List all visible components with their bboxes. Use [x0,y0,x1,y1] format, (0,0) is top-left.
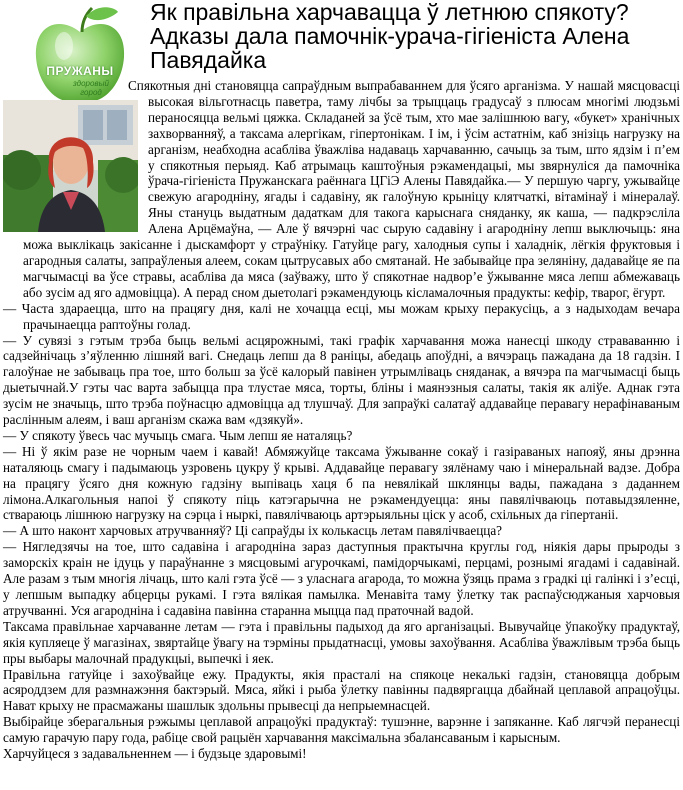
image-float-spacer [3,78,148,230]
body-paragraph: — А што наконт харчовых атручванняў? Ці сапраўды іх колькасць летам павялічваецца? [3,523,503,539]
body-paragraph: Харчуйцеся з задавальненнем — і будзьце здаровымі! [3,746,307,762]
body-paragraph: Таксама правільнае харчаванне летам — гэта і правільны падыход да яго арганізацыі. Вывучайце ўпакоўку прадуктаў, якія купляеце ў магазінах, звяртайце ўвагу на тэрміны прыдатнасці, умовы захоўвання. Асабліва ўважлівым трэба быць пры выбары малочнай прадукцыі, выпечкі і яек. [3,618,680,666]
body-paragraph: — У спякоту ўвесь час мучыць смага. Чым лепш яе наталяць? [3,427,353,443]
body-paragraph: Правільна гатуйце і захоўвайце ежу. Прадукты, якія прасталі на спякоце некалькі гадзін, становяцца добрым асяроддзем для размнажэння бактэрый. Мяса, яйкі і рыба ўлетку павінны падвяргацца дбайнай цеплавой апрацоўцы. Нават крыху не прасмажаны шашлык здольны прывесці да непрыемнасцей. [3,666,680,714]
body-paragraph: — Ні ў якім разе не чорным чаем і кавай! Абмяжуйце таксама ўжыванне сокаў і газіраваных напояў, яны дрэнна наталяюць смагу і падымаюць узровень цукру ў крыві. Аддавайце перавагу зялёнаму чаю і мінеральнай вадзе. Добра на працягу ўсяго дня кожную гадзіну выпіваць хаця б па невялікай шклянцы вады, пажадана з даданнем лімона.Алкагольныя напоі ў спякоту піць катэгарычна не рэкамендуецца: яны павялічваюць потавыдзяленне, ствараюць лішнюю нагрузку на сэрца і ныркі, павялічваюць артэрыяльны ціск у асоб, схільных да гіпертаніі. [3,443,680,523]
intro-lead: Спякотныя дні становяцца сапраўдным выпрабаваннем для ўсяго арганізма. У нашай [128,78,614,93]
body-paragraph: — У сувязі з гэтым трэба быць вельмі асцярожнымі, такі графік харчавання можа нанесці шкоду страваванню і садзейнічаць з’яўленню лішняй вагі. Снедаць лепш да 8 раніцы, абедаць апоўдні, а вячэраць пажадана да 18 гадзін. І галоўнае не забываць пра тое, што больш за ўсё калорый павінен утрымліваць сняданак, а вячэра па магчымасці быць дыетычнай.У гэты час варта забыцца пра тлустае мяса, торты, бліны і маянэзныя салаты, такія як аліўе. Аднак гэта зусім не значыць, што трэба поўнасцю адмовіцца ад тлушчаў. Для запраўкі салатаў аддавайце перавагу нерафінаваным раслінным алеям, і ваш арганізм скажа вам «дзякуй». [3,332,680,428]
article-body [3,78,680,762]
logo-subtitle-word2: город [80,88,102,97]
body-paragraph: Выбірайце зберагальныя рэжымы цеплавой апрацоўкі прадуктаў: тушэнне, варэнне і запяканне. Каб лягчэй перанесці самую гарачую пару года, рабіце свой рацыён харчавання максімальна збалансаваным і карысным. [3,714,680,746]
intro-rest: мясцовасці высокая вільготнасць паветра, таму лічбы за трыццаць градусаў з плюсам многімі людзьмі пераносяцца вельмі цяжка. Складаней за ўсё тым, хто мае залішнюю вагу, «букет» хранічных захворванняў, а таксама алергікам, гіпертонікам. І ім, і ўсім астатнім, каб знізіць нагрузку на арганізм, неабходна асабліва ўважліва надаваць харчаванню, сачыць за тым, што ядзім і п’ем у спякотныя перыяд. Каб атрымаць каштоўныя рэкамендацыі, мы звярнуліся да памочніка ўрача-гігіеніста Пружанскага раённага ЦГіЭ Алены Павядайка.— У першую чаргу, ужывайце свежую агародніну, ягады і садавіну, як галоўную крыніцу клятчаткі, вітамінаў і мінералаў. Яны стануць выдатным дадаткам для такога карыснага сняданку, як каша, — падкрэсліла Алена Арцёмаўна, — Але ў вячэрні час сырую садавіну і агародніну лепш выключыць: яна можа выклікаць закісанне і дыскамфорт у страўніку. Гатуйце рагу, халодныя супы і халаднік, лёгкія фруктовыя і агародныя салаты, запраўленыя алеем, сокам цытрусавых або смятанай. Не забывайце пра зеляніну, дадавайце яе па магчымасці ва ўсе стравы, асабліва да мяса (заўважу, што ў спякотнае надвор’е ўжыванне мяса лепш абмежаваць або зусім ад яго адмовіцца). А перад сном дыетолагі рэкамендуюць кісламалочныя прадукты: кефір, тварог, ёгурт. [23,78,680,300]
logo-subtitle-word1: здоровый [73,79,109,88]
body-paragraph: — Часта здараецца, што на працягу дня, калі не хочацца есці, мы можам крыху перакусіць, а з надыходам вечара прачынаецца раптоўны голад. [3,300,680,332]
logo-title: ПРУЖАНЫ [46,64,114,78]
body-paragraph: — Нягледзячы на тое, што садавіна і агародніна зараз даступныя практычна круглы год, ніякія дары прыроды з заморскіх краін не ідуць у параўнанне з мясцовымі агурочкамі, памідорчыкамі, перцамі, рознымі ягадамі і садавінай. Але разам з тым многія лічаць, што калі гэта ўсё — з уласнага агарода, то можна ўзяць прама з градкі ці галінкі і з’есці, у лепшым выпадку абцерцы рукамі. І гэта вялікая памылка. Менавіта таму ўлетку так распаўсюджаныя харчовыя атручванні. Уся агародніна і садавіна павінна старанна мыцца пад праточнай вадой. [3,539,680,618]
article-title: Як правільна харчавацца ў летнюю спякоту? Адказы дала памочнік-урача-гігіеніста Алена Павядайка [150,0,630,73]
paragraph-list [3,301,680,762]
